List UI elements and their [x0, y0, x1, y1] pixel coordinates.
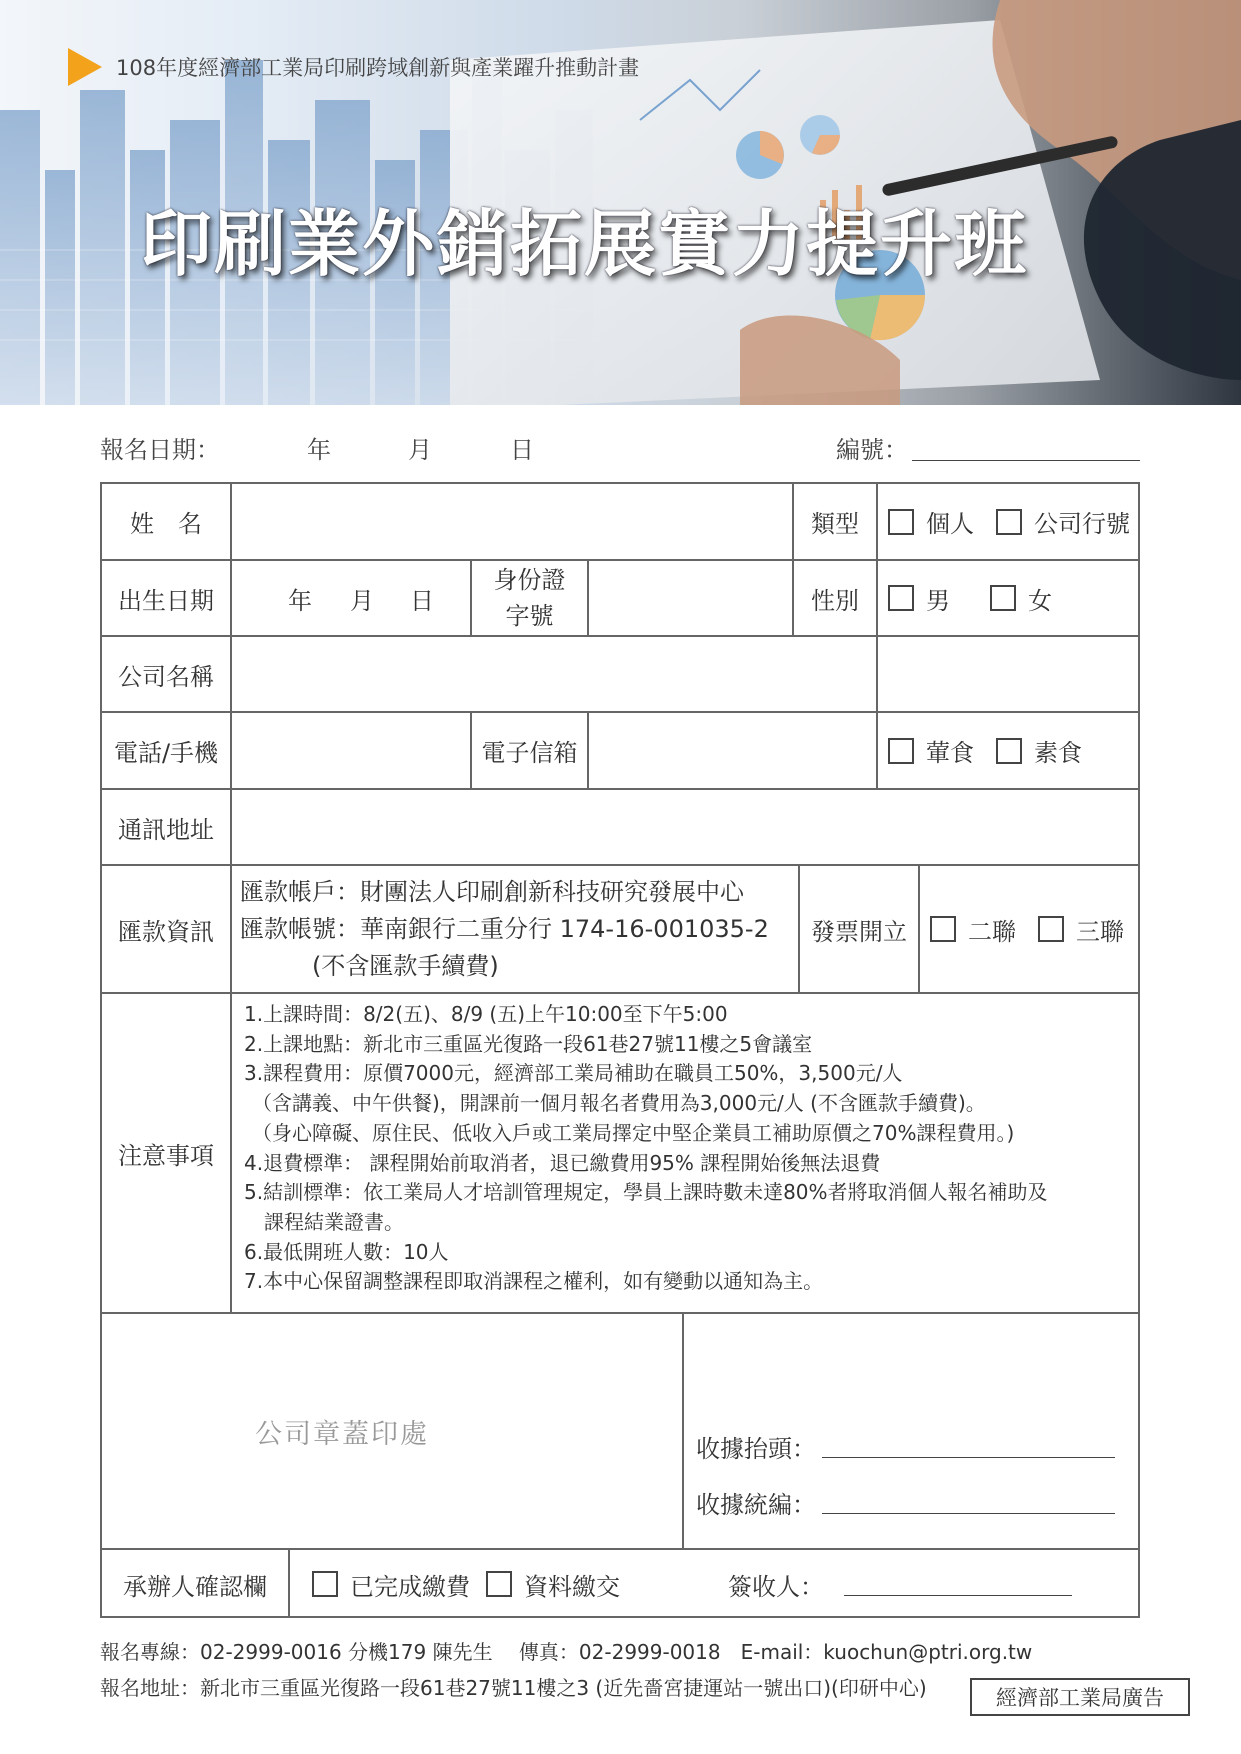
- address-label: 通訊地址: [118, 815, 214, 844]
- registration-year-label: 年: [307, 436, 331, 464]
- type-individual-option[interactable]: 個人: [888, 504, 974, 539]
- banner: [0, 0, 1241, 405]
- invoice-duplicate-option[interactable]: 二聯: [930, 912, 1016, 947]
- note-item: 5.結訓標準：依工業局人才培訓管理規定，學員上課時數未達80%者將取消個人報名補助及: [244, 1180, 1048, 1205]
- registration-address: 報名地址：新北市三重區光復路一段61巷27號11樓之3 (近先嗇宮捷運站一號出口)(印研中心): [100, 1676, 927, 1700]
- name-label: 姓 名: [130, 510, 202, 538]
- serial-number-field[interactable]: [912, 460, 1140, 461]
- remittance-info: [240, 866, 798, 992]
- meal-vegetarian-option[interactable]: 素食: [996, 733, 1082, 768]
- signer-line[interactable]: [844, 1573, 1072, 1596]
- company-name-label: 公司名稱: [118, 662, 214, 691]
- remittance-label: 匯款資訊: [118, 917, 214, 946]
- serial-number-label: 編號：: [836, 436, 908, 464]
- notes-label: 注意事項: [118, 1141, 214, 1170]
- notes-list: [244, 1000, 1048, 1297]
- registration-month-label: 月: [408, 436, 432, 464]
- remittance-account-name: 匯款帳戶：財團法人印刷創新科技研究發展中心: [240, 877, 744, 906]
- gender-male-option[interactable]: 男: [888, 581, 950, 616]
- company-stamp-area[interactable]: 公司章蓋印處: [255, 1418, 429, 1450]
- documents-submitted-option[interactable]: 資料繳交: [486, 1567, 620, 1602]
- receipt-title-field[interactable]: 收據抬頭：: [696, 1426, 1136, 1466]
- program-name: 108年度經濟部工業局印刷跨域創新與產業躍升推動計畫: [116, 56, 640, 80]
- contact-info: 報名專線：02-2999-0016 分機179 陳先生 傳真：02-2999-0018 E-mail：kuochun@ptri.org.tw: [100, 1640, 1033, 1664]
- phone-label: 電話/手機: [113, 739, 219, 767]
- checkbox-duplicate[interactable]: [930, 916, 956, 942]
- gender-label: 性別: [811, 586, 859, 615]
- orange-triangle-icon: [68, 48, 102, 86]
- note-item: 6.最低開班人數：10人: [244, 1239, 449, 1264]
- program-heading: [68, 48, 639, 86]
- email-input[interactable]: [589, 713, 876, 788]
- invoice-triplicate-option[interactable]: 三聯: [1038, 912, 1124, 947]
- meal-meat-option[interactable]: 葷食: [888, 733, 974, 768]
- name-input[interactable]: [232, 484, 792, 559]
- note-item: （含講義、中午供餐)，開課前一個月報名者費用為3,000元/人 (不含匯款手續費)。: [252, 1091, 986, 1116]
- checkbox-vegetarian[interactable]: [996, 738, 1022, 764]
- type-label: 類型: [811, 510, 859, 538]
- course-title: 印刷業外銷拓展實力提升班: [140, 202, 1029, 286]
- receipt-tax-id-line[interactable]: [822, 1491, 1115, 1514]
- type-company-option[interactable]: 公司行號: [996, 504, 1130, 539]
- receipt-title-line[interactable]: [822, 1435, 1115, 1458]
- note-item: 4.退費標準： 課程開始前取消者，退已繳費用95% 課程開始後無法退費: [244, 1150, 881, 1175]
- checkbox-meat[interactable]: [888, 738, 914, 764]
- receipt-tax-id-field[interactable]: 收據統編：: [696, 1482, 1136, 1522]
- checkbox-documents-submitted[interactable]: [486, 1571, 512, 1597]
- payment-complete-option[interactable]: 已完成繳費: [312, 1567, 470, 1602]
- ad-notice-badge: 經濟部工業局廣告: [970, 1678, 1190, 1716]
- checkbox-payment-complete[interactable]: [312, 1571, 338, 1597]
- birth-date-label: 出生日期: [118, 586, 214, 615]
- company-name-input[interactable]: [232, 637, 1140, 711]
- signer-field[interactable]: 簽收人：: [728, 1550, 1138, 1618]
- remittance-fee-note: (不含匯款手續費): [312, 951, 499, 980]
- gender-female-option[interactable]: 女: [990, 581, 1052, 616]
- checkbox-male[interactable]: [888, 585, 914, 611]
- note-item: 7.本中心保留調整課程即取消課程之權利，如有變動以通知為主。: [244, 1269, 824, 1294]
- note-item: 1.上課時間：8/2(五)、8/9 (五)上午10:00至下午5:00: [244, 1002, 728, 1026]
- id-number-input[interactable]: [589, 561, 792, 635]
- address-input[interactable]: [232, 790, 1140, 864]
- handler-confirm-label: 承辦人確認欄: [123, 1572, 267, 1601]
- checkbox-company[interactable]: [996, 509, 1022, 535]
- note-item: 2.上課地點：新北市三重區光復路一段61巷27號11樓之5會議室: [244, 1031, 813, 1056]
- phone-input[interactable]: [232, 713, 470, 788]
- birth-date-input[interactable]: 年 月 日: [288, 586, 434, 615]
- id-number-label: 身份證 字號: [493, 566, 566, 630]
- registration-form: [100, 482, 1140, 1618]
- registration-date-label: 報名日期：: [100, 436, 220, 464]
- note-item: （身心障礙、原住民、低收入戶或工業局擇定中堅企業員工補助原價之70%課程費用。): [252, 1120, 1015, 1145]
- registration-day-label: 日: [510, 436, 534, 464]
- remittance-account-number: 匯款帳號：華南銀行二重分行 174-16-001035-2: [240, 914, 769, 943]
- checkbox-female[interactable]: [990, 585, 1016, 611]
- note-item: 課程結業證書。: [264, 1209, 404, 1234]
- note-item: 3.課程費用：原價7000元，經濟部工業局補助在職員工50%，3,500元/人: [244, 1061, 903, 1086]
- checkbox-triplicate[interactable]: [1038, 916, 1064, 942]
- checkbox-individual[interactable]: [888, 509, 914, 535]
- invoice-label: 發票開立: [811, 917, 907, 946]
- email-label: 電子信箱: [481, 739, 578, 767]
